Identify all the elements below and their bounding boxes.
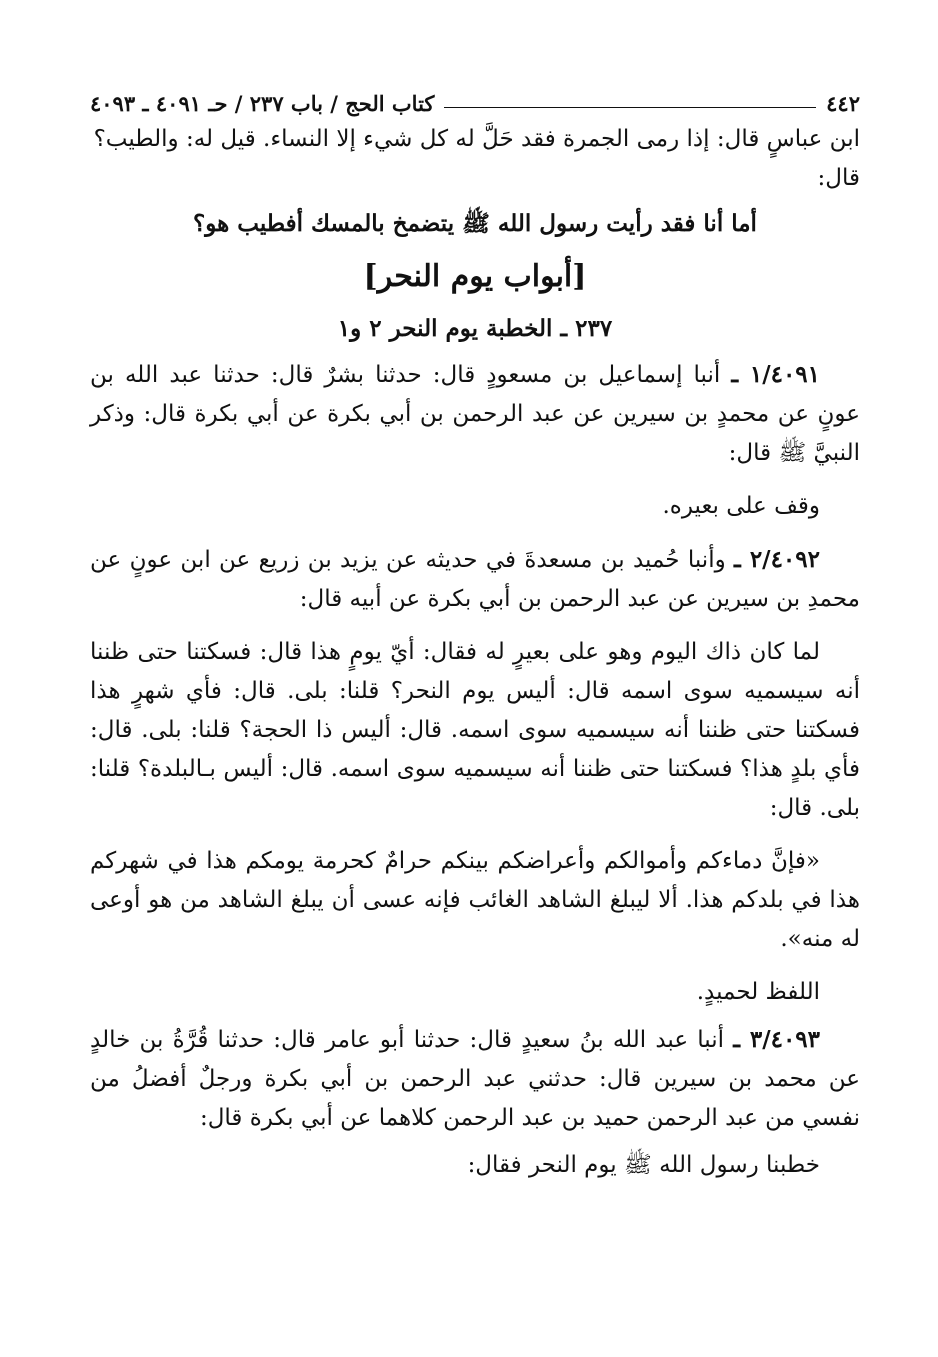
running-title: كتاب الحج / باب ٢٣٧ / حـ ٤٠٩١ ـ ٤٠٩٣ — [90, 91, 435, 116]
hadith-4093-isnad — [90, 1020, 860, 1138]
intro-text: قال: — [817, 165, 860, 191]
hadith-4092-isnad — [90, 540, 860, 619]
header-rule — [444, 107, 816, 108]
page-header — [90, 78, 860, 116]
chapter-title: ٢٣٧ ـ الخطبة يوم النحر ٢ و١ — [337, 315, 613, 342]
isnad-text: أنبا إسماعيل بن مسعودٍ قال: حدثنا بشرٌ قال: حدثنا عبد الله بن عونٍ عن محمدٍ بن سيرين عن عبد الرحمن بن أبي بكرة عن أبي بكرة قال: وذكر النبيَّ ﷺ قال: — [90, 362, 860, 466]
hadith-4093-matn: خطبنا رسول الله ﷺ يوم النحر فقال: — [467, 1152, 820, 1178]
isnad-text: وأنبا حُميد بن مسعدةَ في حديثه عن يزيد بن زريع عن ابن عونٍ عن محمدِ بن سيرين عن عبد الرحمن بن أبي بكرة عن أبيه قال: — [90, 547, 860, 612]
hadith-number: ١/٤٠٩١ ـ — [731, 361, 821, 388]
hadith-4091-matn: وقف على بعيره. — [662, 493, 820, 519]
intro-quote: أما أنا فقد رأيت رسول الله ﷺ يتضمخ بالمسك أفطيب هو؟ — [193, 210, 757, 237]
book-page — [90, 78, 860, 1185]
hadith-number: ٢/٤٠٩٢ ـ — [734, 546, 820, 573]
section-title: [أبواب يوم النحر] — [363, 259, 587, 294]
hadith-4091-isnad — [90, 355, 860, 473]
page-number: ٤٤٢ — [826, 91, 860, 116]
hadith-4092-quote: «فإنَّ دماءكم وأموالكم وأعراضكم بينكم حرامٌ كحرمة يومكم هذا في شهركم هذا في بلدكم هذا. ألا ليبلغ الشاهد الغائب فإنه عسى أن يبلغ الشاهد من هو أوعى له منه». — [90, 848, 860, 952]
hadith-4092-note: اللفظ لحميدٍ. — [696, 979, 820, 1005]
hadith-number: ٣/٤٠٩٣ ـ — [733, 1026, 821, 1053]
isnad-text: أنبا عبد الله بنُ سعيدٍ قال: حدثنا أبو عامر قال: حدثنا قُرَّةُ بن خالدٍ عن محمد بن سيرين قال: حدثني عبد الرحمن بن أبي بكرة ورجلٌ أفضلُ من نفسي من عبد الرحمن حميد بن عبد الرحمن كلاهما عن أبي بكرة قال: — [90, 1027, 860, 1131]
intro-text: ابن عباسٍ قال: إذا رمى الجمرة فقد حَلَّ له كل شيء إلا النساء. قيل له: والطيب؟ — [93, 126, 860, 152]
hadith-4092-matn: لما كان ذاك اليوم وهو على بعيرٍ له فقال: أيّ يومٍ هذا قال: فسكتنا حتى ظننا أنه سيسميه سوى اسمه قال: أليس يوم النحر؟ قلنا: بلى. قال: فأي شهرٍ هذا فسكتنا حتى ظننا أنه سيسميه سوى اسمه. قال: أليس ذا الحجة؟ قلنا: بلى. قال: فأي بلدٍ هذا؟ فسكتنا حتى ظننا أنه سيسميه سوى اسمه. قال: أليس بـالبلدة؟ قلنا: بلى. قال: — [90, 639, 860, 821]
